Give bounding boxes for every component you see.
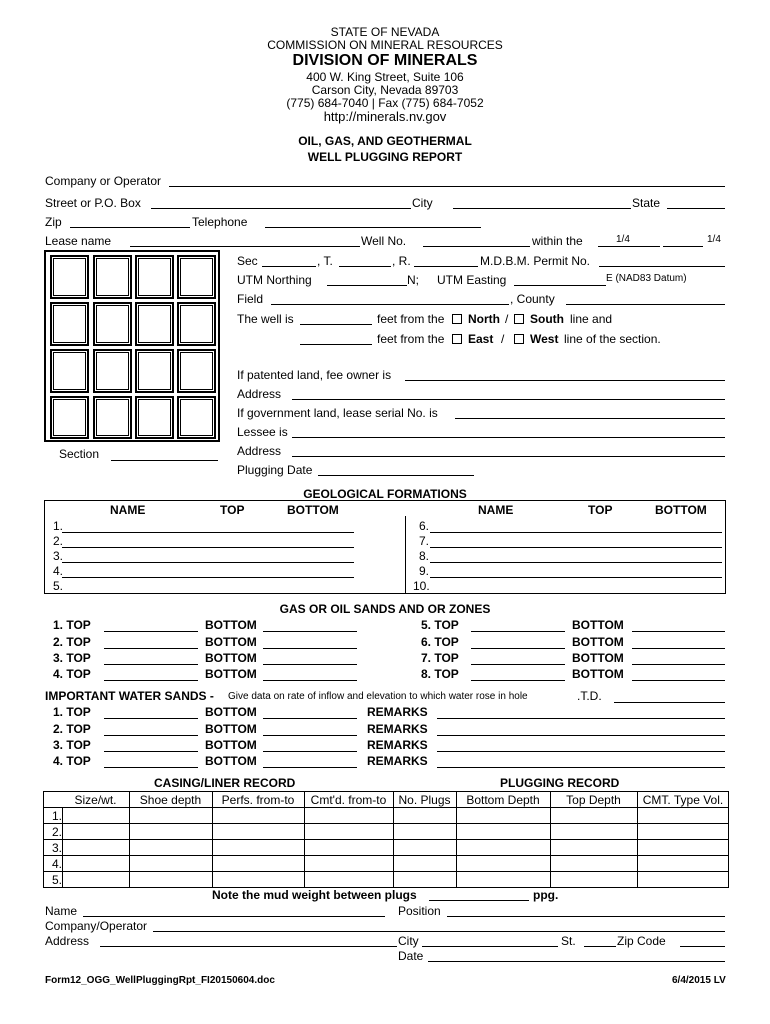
position-field[interactable] [447,916,725,917]
geo-divider [405,516,406,594]
geo-title: GEOLOGICAL FORMATIONS [303,487,467,501]
plat-cell[interactable] [50,349,89,393]
geo-name-header-right: NAME [478,503,514,517]
geo-row-num: 4. [53,564,64,578]
plat-cell[interactable] [50,396,89,439]
footer-zip-field[interactable] [680,946,725,947]
col-cmtd: Cmt'd. from-to [310,793,387,807]
quarter2-label: 1/4 [707,234,721,245]
utm-easting-label: UTM Easting [437,273,507,287]
telephone-field[interactable] [265,227,481,228]
city-address: Carson City, Nevada 89703 [311,83,459,97]
ns-feet-from-label: feet from the [377,312,445,326]
col-cmt-type: CMT. Type Vol. [642,793,724,807]
geo-row-num: 8. [419,549,430,563]
geo-row-field[interactable] [430,532,722,533]
records-header-line [43,807,729,808]
plat-cell[interactable] [177,255,216,299]
utm-northing-label: UTM Northing [237,273,312,287]
geo-row-num: 2. [53,534,64,548]
water-remarks-label: REMARKS [367,738,428,752]
city-field[interactable] [453,208,631,209]
water-title: IMPORTANT WATER SANDS - [45,689,214,703]
water-note: Give data on rate of inflow and elevation to which water rose in hole [228,691,528,702]
records-row-line [43,855,729,856]
sand-bottom-field[interactable] [632,648,725,649]
plat-cell[interactable] [93,302,132,346]
sand-bottom-field[interactable] [632,664,725,665]
water-top-field[interactable] [104,718,198,719]
water-bottom-label: BOTTOM [205,722,257,736]
line-section-label: line of the section. [564,332,661,346]
sand-top-field[interactable] [104,631,198,632]
geo-row-num: 1. [53,519,64,533]
sand-bottom-field[interactable] [263,648,357,649]
sand-row-num: 5. TOP [421,618,459,632]
permit-label: M.D.B.M. Permit No. [480,254,591,268]
col-perfs: Perfs. from-to [221,793,295,807]
sand-row-num: 2. TOP [53,635,91,649]
water-top-field[interactable] [104,767,198,768]
geo-row-num: 3. [53,549,64,563]
sand-bottom-field[interactable] [263,680,357,681]
sand-bottom-field[interactable] [632,631,725,632]
footer-address-field[interactable] [100,946,397,947]
sand-row-num: 7. TOP [421,651,459,665]
sand-bottom-field[interactable] [632,680,725,681]
water-remarks-field[interactable] [437,767,725,768]
water-bottom-field[interactable] [263,718,357,719]
state-name: STATE OF NEVADA [330,25,440,39]
township-field[interactable] [339,266,391,267]
footer-st-field[interactable] [584,946,616,947]
north-label: North [468,312,500,326]
west-label: West [530,332,559,346]
sand-row-num: 8. TOP [421,667,459,681]
plat-cell[interactable] [135,255,174,299]
water-bottom-label: BOTTOM [205,738,257,752]
sands-title: GAS OR OIL SANDS AND OR ZONES [279,602,491,616]
water-bottom-field[interactable] [263,767,357,768]
col-bottom-depth: Bottom Depth [466,793,540,807]
east-label: East [468,332,494,346]
geo-row-field[interactable] [430,562,722,563]
geo-row-field[interactable] [62,547,354,548]
ew-slash: / [501,332,505,346]
sand-top-field[interactable] [471,680,565,681]
sand-bottom-label: BOTTOM [205,651,257,665]
geo-row-num: 5. [53,579,64,593]
geo-row-field[interactable] [62,562,354,563]
county-label: , County [510,292,555,306]
footer-date-field[interactable] [428,961,725,962]
col-top-depth: Top Depth [566,793,621,807]
sand-row-num: 1. TOP [53,618,91,632]
plugging-date-field[interactable] [318,475,474,476]
company-operator-label: Company/Operator [45,919,148,933]
name-field[interactable] [83,916,385,917]
plat-cell[interactable] [177,349,216,393]
geo-bottom-header-right: BOTTOM [655,503,707,517]
geo-row-num: 7. [419,534,430,548]
sand-bottom-field[interactable] [263,664,357,665]
plat-cell[interactable] [93,396,132,439]
company-label: Company or Operator [45,174,162,188]
geo-row-num: 10. [413,579,430,593]
sand-row-num: 3. TOP [53,651,91,665]
field-label: Field [237,292,264,306]
utm-northing-field[interactable] [327,285,407,286]
ppg-label: ppg. [533,888,559,902]
water-row-num: 3. TOP [53,738,91,752]
plat-cell[interactable] [50,302,89,346]
geo-top-header-left: TOP [220,503,245,517]
patented-owner-field[interactable] [405,380,725,381]
water-remarks-label: REMARKS [367,705,428,719]
records-row-line [43,871,729,872]
lease-field[interactable] [130,246,360,247]
ew-feet-field[interactable] [300,344,372,345]
sand-top-field[interactable] [471,664,565,665]
sand-bottom-label: BOTTOM [572,618,624,632]
footer-address-label: Address [45,934,90,948]
geo-row-num: 6. [419,519,430,533]
well-no-label: Well No. [361,234,407,248]
east-checkbox[interactable] [452,333,465,345]
revision-date: 6/4/2015 LV [672,975,726,986]
quarter1-field[interactable] [598,246,660,247]
section-plat-grid[interactable] [44,250,220,442]
water-remarks-field[interactable] [437,751,725,752]
owner-address-label: Address [237,387,282,401]
water-remarks-field[interactable] [437,718,725,719]
south-label: South [530,312,564,326]
form-title-line2: WELL PLUGGING REPORT [307,150,463,164]
sand-top-field[interactable] [471,631,565,632]
water-row-num: 2. TOP [53,722,91,736]
sec-label: Sec [237,254,258,268]
plat-cell[interactable] [93,349,132,393]
county-field[interactable] [566,304,725,305]
sand-bottom-label: BOTTOM [572,651,624,665]
geo-row-num: 9. [419,564,430,578]
plat-cell[interactable] [135,349,174,393]
plugging-date-label: Plugging Date [237,463,313,477]
lessee-address-label: Address [237,444,282,458]
mud-weight-field[interactable] [429,900,529,901]
sand-top-field[interactable] [104,664,198,665]
water-top-field[interactable] [104,735,198,736]
section-label: Section [59,447,100,461]
plat-cell[interactable] [135,302,174,346]
footer-date-label: Date [398,949,424,963]
water-remarks-field[interactable] [437,735,725,736]
northing-suffix: N; [407,273,419,287]
utm-easting-field[interactable] [514,285,606,286]
records-col-line [62,807,63,888]
company-field[interactable] [169,186,725,187]
name-label: Name [45,904,78,918]
permit-field[interactable] [599,266,725,267]
patented-label: If patented land, fee owner is [237,368,392,382]
geo-top-header-right: TOP [588,503,613,517]
records-row-line [43,823,729,824]
records-row-num: 1. [52,809,63,823]
lessee-address-field[interactable] [292,456,725,457]
well-no-field[interactable] [423,246,530,247]
sand-row-num: 6. TOP [421,635,459,649]
records-row-num: 4. [52,857,63,871]
quarter1-label: 1/4 [616,234,630,245]
sand-row-num: 4. TOP [53,667,91,681]
west-checkbox[interactable] [514,333,527,345]
phone-fax: (775) 684-7040 | Fax (775) 684-7052 [286,96,484,110]
position-label: Position [398,904,441,918]
plat-cell[interactable] [135,396,174,439]
division-name: DIVISION OF MINERALS [292,52,478,69]
geo-row-field[interactable] [430,577,722,578]
geo-name-header-left: NAME [110,503,146,517]
govt-lease-field[interactable] [455,418,725,419]
water-row-num: 1. TOP [53,705,91,719]
geo-row-field[interactable] [62,577,354,578]
sand-bottom-label: BOTTOM [205,618,257,632]
street-field[interactable] [151,208,411,209]
state-label: State [632,196,661,210]
water-remarks-label: REMARKS [367,722,428,736]
sand-top-field[interactable] [104,680,198,681]
plat-cell[interactable] [93,255,132,299]
sand-bottom-label: BOTTOM [205,635,257,649]
water-bottom-field[interactable] [263,751,357,752]
zip-label: Zip [45,215,62,229]
sand-top-field[interactable] [471,648,565,649]
south-checkbox[interactable] [514,313,527,325]
city-label: City [412,196,433,210]
telephone-label: Telephone [192,215,248,229]
ns-feet-field[interactable] [300,324,372,325]
sand-bottom-label: BOTTOM [205,667,257,681]
field-field[interactable] [271,304,509,305]
company-operator-field[interactable] [153,931,725,932]
section-field[interactable] [111,460,218,461]
sand-top-field[interactable] [104,648,198,649]
records-row-num: 2. [52,825,63,839]
lease-label: Lease name [45,234,112,248]
footer-city-label: City [398,934,419,948]
water-bottom-field[interactable] [263,735,357,736]
sand-bottom-field[interactable] [263,631,357,632]
records-row-num: 3. [52,841,63,855]
water-bottom-label: BOTTOM [205,754,257,768]
north-checkbox[interactable] [452,313,465,325]
col-no-plugs: No. Plugs [398,793,451,807]
street-address: 400 W. King Street, Suite 106 [306,70,464,84]
ns-slash: / [505,312,509,326]
well-is-label: The well is [237,312,294,326]
records-row-line [43,839,729,840]
plat-cell[interactable] [50,255,89,299]
range-label: , R. [392,254,411,268]
form-title-line1: OIL, GAS, AND GEOTHERMAL [298,134,472,148]
state-field[interactable] [667,208,725,209]
plugging-title: PLUGGING RECORD [500,776,620,790]
geo-row-field[interactable] [62,532,354,533]
plat-cell[interactable] [177,396,216,439]
lessee-label: Lessee is [237,425,288,439]
lessee-field[interactable] [292,437,725,438]
col-size-wt: Size/wt. [74,793,117,807]
owner-address-field[interactable] [292,399,725,400]
website-link[interactable]: http://minerals.nv.gov [323,109,447,124]
geo-row-field[interactable] [430,547,722,548]
td-field[interactable] [614,702,725,703]
water-remarks-label: REMARKS [367,754,428,768]
range-field[interactable] [414,266,478,267]
sand-bottom-label: BOTTOM [572,667,624,681]
govt-lease-label: If government land, lease serial No. is [237,406,438,420]
township-label: , T. [317,254,333,268]
line-and-label: line and [570,312,613,326]
commission-name: COMMISSION ON MINERAL RESOURCES [267,38,503,52]
water-bottom-label: BOTTOM [205,705,257,719]
mud-weight-label: Note the mud weight between plugs [212,888,417,902]
within-label: within the [532,234,583,248]
geo-bottom-header-left: BOTTOM [287,503,339,517]
easting-datum: E (NAD83 Datum) [606,273,687,284]
records-row-num: 5. [52,873,63,887]
casing-title: CASING/LINER RECORD [154,776,296,790]
footer-zip-label: Zip Code [617,934,666,948]
col-shoe-depth: Shoe depth [139,793,202,807]
quarter2-field[interactable] [663,246,703,247]
sec-field[interactable] [262,266,316,267]
ew-feet-from-label: feet from the [377,332,445,346]
sand-bottom-label: BOTTOM [572,635,624,649]
water-row-num: 4. TOP [53,754,91,768]
zip-field[interactable] [70,227,190,228]
street-label: Street or P.O. Box [45,196,141,210]
footer-city-field[interactable] [422,946,558,947]
td-label: .T.D. [577,689,602,703]
water-top-field[interactable] [104,751,198,752]
plat-cell[interactable] [177,302,216,346]
form-id: Form12_OGG_WellPluggingRpt_FI20150604.doc [45,975,275,986]
footer-st-label: St. [561,934,576,948]
